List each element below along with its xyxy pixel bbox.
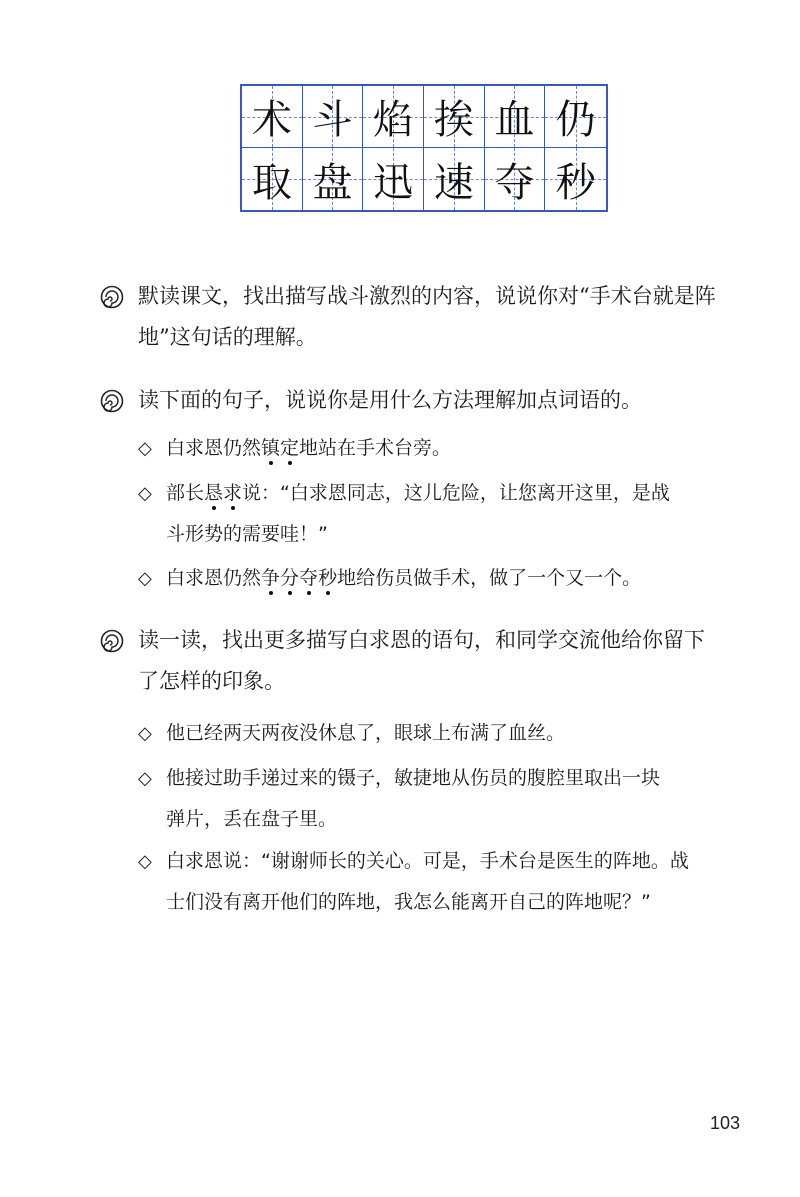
task-2-item-2: ◇ 部长恳求说：“白求恩同志，这儿危险，让您离开这里，是战 斗形势的需要哇！” bbox=[138, 475, 753, 553]
grid-cell: 血 bbox=[485, 86, 546, 148]
task-spiral-icon bbox=[100, 389, 124, 413]
task-2-item-1: ◇ 白求恩仍然镇定地站在手术台旁。 bbox=[138, 430, 753, 467]
task-2 bbox=[100, 380, 750, 421]
dotted-char: 争 bbox=[261, 567, 281, 589]
character-grid bbox=[240, 84, 608, 212]
dotted-char: 镇 bbox=[261, 437, 281, 459]
grid-cell: 盘 bbox=[303, 148, 364, 210]
dotted-char: 求 bbox=[223, 482, 243, 504]
grid-cell: 斗 bbox=[303, 86, 364, 148]
task-2-item-2-cont: 斗形势的需要哇！” bbox=[166, 523, 328, 545]
grid-cell: 仍 bbox=[545, 86, 606, 148]
task-3-item-2: ◇ 他接过助手递过来的镊子，敏捷地从伤员的腹腔里取出一块 弹片，丢在盘子里。 bbox=[138, 760, 753, 838]
grid-cell: 速 bbox=[424, 148, 485, 210]
diamond-bullet-icon: ◇ bbox=[138, 768, 152, 789]
grid-cell: 秒 bbox=[545, 148, 606, 210]
grid-cell: 迅 bbox=[363, 148, 424, 210]
diamond-bullet-icon: ◇ bbox=[138, 438, 152, 459]
task-3 bbox=[100, 620, 750, 702]
diamond-bullet-icon: ◇ bbox=[138, 851, 152, 872]
dotted-char: 定 bbox=[280, 437, 300, 459]
dotted-char: 夺 bbox=[299, 567, 319, 589]
diamond-bullet-icon: ◇ bbox=[138, 723, 152, 744]
task-2-line-1: 读下面的句子，说说你是用什么方法理解加点词语的。 bbox=[138, 388, 642, 412]
dotted-word bbox=[261, 437, 299, 459]
grid-cell: 夺 bbox=[485, 148, 546, 210]
dotted-char: 恳 bbox=[204, 482, 224, 504]
dotted-char: 秒 bbox=[318, 567, 338, 589]
grid-cell: 焰 bbox=[363, 86, 424, 148]
task-1-line-2: 地”这句话的理解。 bbox=[138, 325, 317, 349]
task-3-line-2: 了怎样的印象。 bbox=[138, 669, 285, 693]
task-2-item-3: ◇ 白求恩仍然争分夺秒地给伤员做手术，做了一个又一个。 bbox=[138, 560, 753, 597]
page-number: 103 bbox=[710, 1113, 741, 1133]
task-spiral-icon bbox=[100, 629, 124, 653]
task-1 bbox=[100, 276, 750, 358]
grid-cell: 取 bbox=[242, 148, 303, 210]
dotted-char: 分 bbox=[280, 567, 300, 589]
task-spiral-icon bbox=[100, 285, 124, 309]
dotted-word bbox=[204, 482, 242, 504]
diamond-bullet-icon: ◇ bbox=[138, 568, 152, 589]
task-3-item-3: ◇ 白求恩说：“谢谢师长的关心。可是，手术台是医生的阵地。战 士们没有离开他们的阵地，我怎么能离开自己的阵地呢？” bbox=[138, 843, 753, 921]
task-3-item-1: ◇ 他已经两天两夜没休息了，眼球上布满了血丝。 bbox=[138, 715, 753, 752]
diamond-bullet-icon: ◇ bbox=[138, 483, 152, 504]
dotted-word bbox=[261, 567, 337, 589]
task-1-line-1: 默读课文，找出描写战斗激烈的内容，说说你对“手术台就是阵 bbox=[138, 284, 716, 308]
task-3-line-1: 读一读，找出更多描写白求恩的语句，和同学交流他给你留下 bbox=[138, 628, 705, 652]
grid-cell: 挨 bbox=[424, 86, 485, 148]
grid-cell: 术 bbox=[242, 86, 303, 148]
